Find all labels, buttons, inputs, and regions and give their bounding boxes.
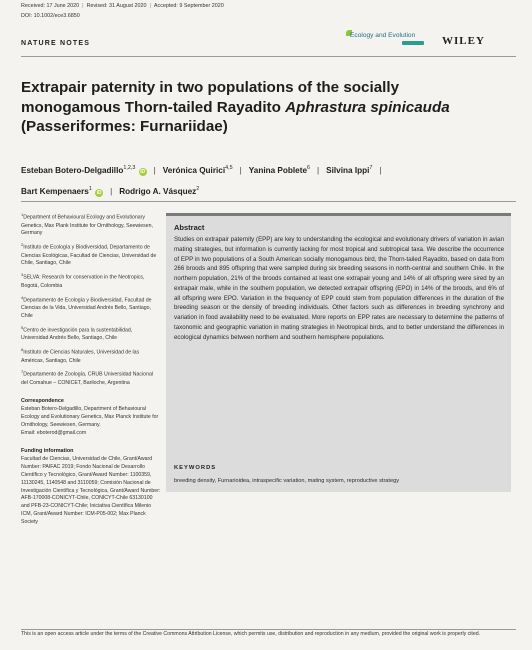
author[interactable]: Verónica Quirici$^{4,5}$ <box>162 165 233 175</box>
article-title: Extrapair paternity in two populations of the socially monogamous Thorn-tailed Rayadito Aphrastura spinicauda (Passeriformes: Furnariidae) <box>21 79 450 135</box>
affiliation: $^7$Departamento de Zoología, CRUB Universidad Nacional del Comahue – CONICET, Bariloche, Argentina <box>21 369 153 386</box>
species-name: Aphrastura spinicauda <box>285 98 450 116</box>
journal-logo[interactable] <box>346 30 426 48</box>
publisher-logo[interactable]: WILEY <box>442 35 485 47</box>
orcid-icon[interactable]: iD <box>140 169 146 175</box>
funding-text: Facultad de Ciencias, Universidad de Chile, Grant/Award Number: PAIFAC 2019; Fondo Nacional de Desarrollo Científico y Tecnológico, Grant/Award Number: 1100359, 11130245, 1140548 and 3110059; Comisión Nacional de Investigación Científica y Tecnológica, Grant/Award Number: AFB-170008-CONICYT-Chile, CONICYT-Chile 63130100 and PFB-23-CONICYT-Chile; Iniciativa Científica Milenio ICM, Grant/Award Number: ICM-P05-002; Max Planck Society <box>21 456 161 525</box>
affiliation: $^2$Instituto de Ecología y Biodiversidad, Departamento de Ciencias Ecológicas, Facultad de Ciencias, Universidad de Chile, Santiago, Chile <box>21 242 157 267</box>
author[interactable]: Bart Kempenaers$^1$ iD <box>21 186 102 196</box>
license-note: This is an open access article under the terms of the Creative Commons Attribution License, which permits use, distribution and reproduction in any medium, provided the original work is properly cited. <box>21 631 481 637</box>
divider <box>21 56 516 57</box>
affiliation: $^3$SELVA: Research for conservation in the Neotropics, Bogotá, Colombia <box>21 272 145 289</box>
author[interactable]: Esteban Botero-Delgadillo$^{1,2,3}$ iD <box>21 165 146 175</box>
received-date: Received: 17 June 2020 <box>21 3 80 9</box>
keywords-text: breeding density, Furnarioidea, intraspecific variation, mating system, reproductive strategy <box>174 478 399 484</box>
affiliation: $^5$Centro de investigación para la sustentabilidad, Universidad Andrés Bello, Santiago, Chile <box>21 324 133 342</box>
author-list: Esteban Botero-Delgadillo$^{1,2,3}$ iD | Verónica Quirici$^{4,5}$ | Yanina Poblete$^6$ | Silvina Ippi$^7$ | Bart Kempenaers$^1$ iD | Rodrigo A. Vásquez$^2$ <box>21 165 382 196</box>
abstract-text: Studies on extrapair paternity (EPP) are key to understanding the ecological and evolutionary drivers of variation in avian mating strategies, but information is currently lacking for most tropical and subtropical taxa. We describe the occurrence of EPP in two populations of a South American socially monogamous bird, the Thorn-tailed Rayadito, based on data from 266 broods and 895 offspring that were sampled during six breeding seasons in north-central and southern Chile. In the northern population, 21% of the broods contained at least one extrapair young and 14% of all offspring were sired by an extrapair male, while in the southern population, we detected extrapair offspring (EPO) in 14% of the broods, and 6% of all offspring were EPO. Variation in the frequency of EPP could stem from population differences in the duration of the breeding season or the density of breeding individuals. Other factors such as differences in breeding synchrony and variation in food availability need to be evaluated. More reports on EPP rates are necessary to determine the patterns of taxonomic and geographic variation in mating strategies in Neotropical birds, and to better understand the differences in ecological dynamics between northern and southern hemisphere populations. <box>174 236 504 341</box>
abstract-box <box>166 213 511 492</box>
affiliation: $^4$Departamento de Ecología y Biodiversidad, Facultad de Ciencias de la Vida, Universidad Andrés Bello, Santiago, Chile <box>21 294 152 319</box>
doi[interactable]: DOI: 10.1002/ece3.6850 <box>21 13 80 19</box>
abstract-heading: Abstract <box>174 223 205 232</box>
journal-name: Ecology and Evolution <box>350 32 416 39</box>
article-dates: Received: 17 June 2020 | Revised: 31 August 2020 | Accepted: 9 September 2020 <box>21 3 224 9</box>
author[interactable]: Rodrigo A. Vásquez$^2$ <box>119 186 200 196</box>
orcid-icon[interactable]: iD <box>96 190 102 196</box>
revised-date: Revised: 31 August 2020 <box>86 3 147 9</box>
affiliation: $^1$Department of Behavioural Ecology and Evolutionary Genetics, Max Plank Institute for Ornithology, Seewiesen, Germany <box>21 212 153 237</box>
accepted-date: Accepted: 9 September 2020 <box>153 3 224 9</box>
correspondence-heading: Correspondence <box>21 397 64 404</box>
open-access-tag <box>402 41 424 45</box>
author[interactable]: Silvina Ippi$^7$ <box>326 165 373 175</box>
affiliation: $^6$Instituto de Ciencias Naturales, Universidad de las Américas, Santiago, Chile <box>21 347 140 364</box>
keywords-heading: KEYWORDS <box>174 465 217 471</box>
correspondence-email[interactable]: Email: eboterod@gmail.com <box>21 429 87 436</box>
funding-heading: Funding information <box>21 447 74 454</box>
author[interactable]: Yanina Poblete$^6$ <box>248 165 311 175</box>
affiliations-column <box>21 211 161 527</box>
correspondence-text: Esteban Botero-Delgadillo, Department of Behavioural Ecology and Evolutionary Genetics, Max Planck Institute for Ornithology, Seewiesen, Germany. <box>21 406 159 429</box>
section-label: NATURE NOTES <box>21 40 91 47</box>
divider <box>21 201 516 202</box>
divider <box>21 629 516 630</box>
